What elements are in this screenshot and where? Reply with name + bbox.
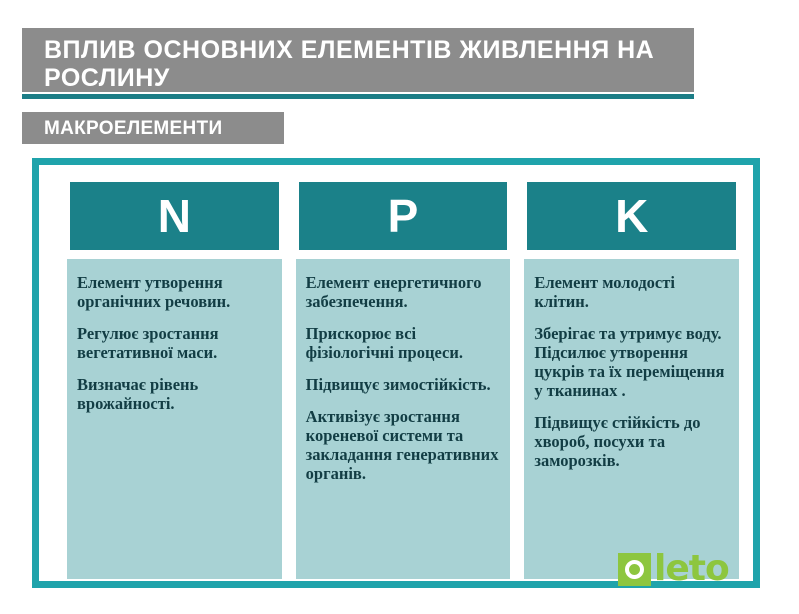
- leto-logo: [618, 548, 729, 590]
- element-column-n: [67, 179, 282, 579]
- element-k-text-1: Елемент молодості клітин.: [534, 273, 675, 311]
- element-p-text-3: Підвищує зимостійкість.: [305, 375, 491, 394]
- macroelements-panel: [32, 158, 760, 588]
- element-n-text-3: Визначає рівень врожайності.: [77, 375, 199, 413]
- element-k-text-2: Зберігає та утримує воду. Підсилює утворення цукрів та їх переміщення у тканинах .: [534, 324, 725, 400]
- header-underline: [22, 94, 694, 99]
- macroelements-columns: [67, 179, 739, 579]
- element-n-text-1: Елемент утворення органічних речовин.: [77, 273, 231, 311]
- element-body-k: [524, 259, 739, 579]
- element-p-text-4: Активізує зростання кореневої системи та закладання генеративних органів.: [305, 407, 499, 483]
- element-header-p: [296, 179, 511, 253]
- element-body-p: [296, 259, 511, 579]
- element-symbol-k: K: [615, 190, 649, 242]
- element-symbol-n: N: [157, 190, 191, 242]
- element-k-text-3: Підвищує стійкість до хвороб, посухи та заморозків.: [534, 413, 701, 470]
- element-header-n: [67, 179, 282, 253]
- element-p-text-1: Елемент енергетичного забезпечення.: [305, 273, 482, 311]
- element-column-p: [296, 179, 511, 579]
- element-column-k: [524, 179, 739, 579]
- element-symbol-p: P: [387, 190, 419, 242]
- element-header-k: [524, 179, 739, 253]
- page-title: ВПЛИВ ОСНОВНИХ ЕЛЕМЕНТІВ ЖИВЛЕННЯ НА РОСЛИНУ: [44, 36, 655, 92]
- gear-icon: [618, 553, 651, 586]
- element-p-text-2: Прискорює всі фізіологічні процеси.: [305, 324, 463, 362]
- logo-text: leto: [654, 548, 729, 589]
- element-n-text-2: Регулює зростання вегетативної маси.: [77, 324, 219, 362]
- subheader-title: МАКРОЕЛЕМЕНТИ: [44, 118, 223, 139]
- element-body-n: [67, 259, 282, 579]
